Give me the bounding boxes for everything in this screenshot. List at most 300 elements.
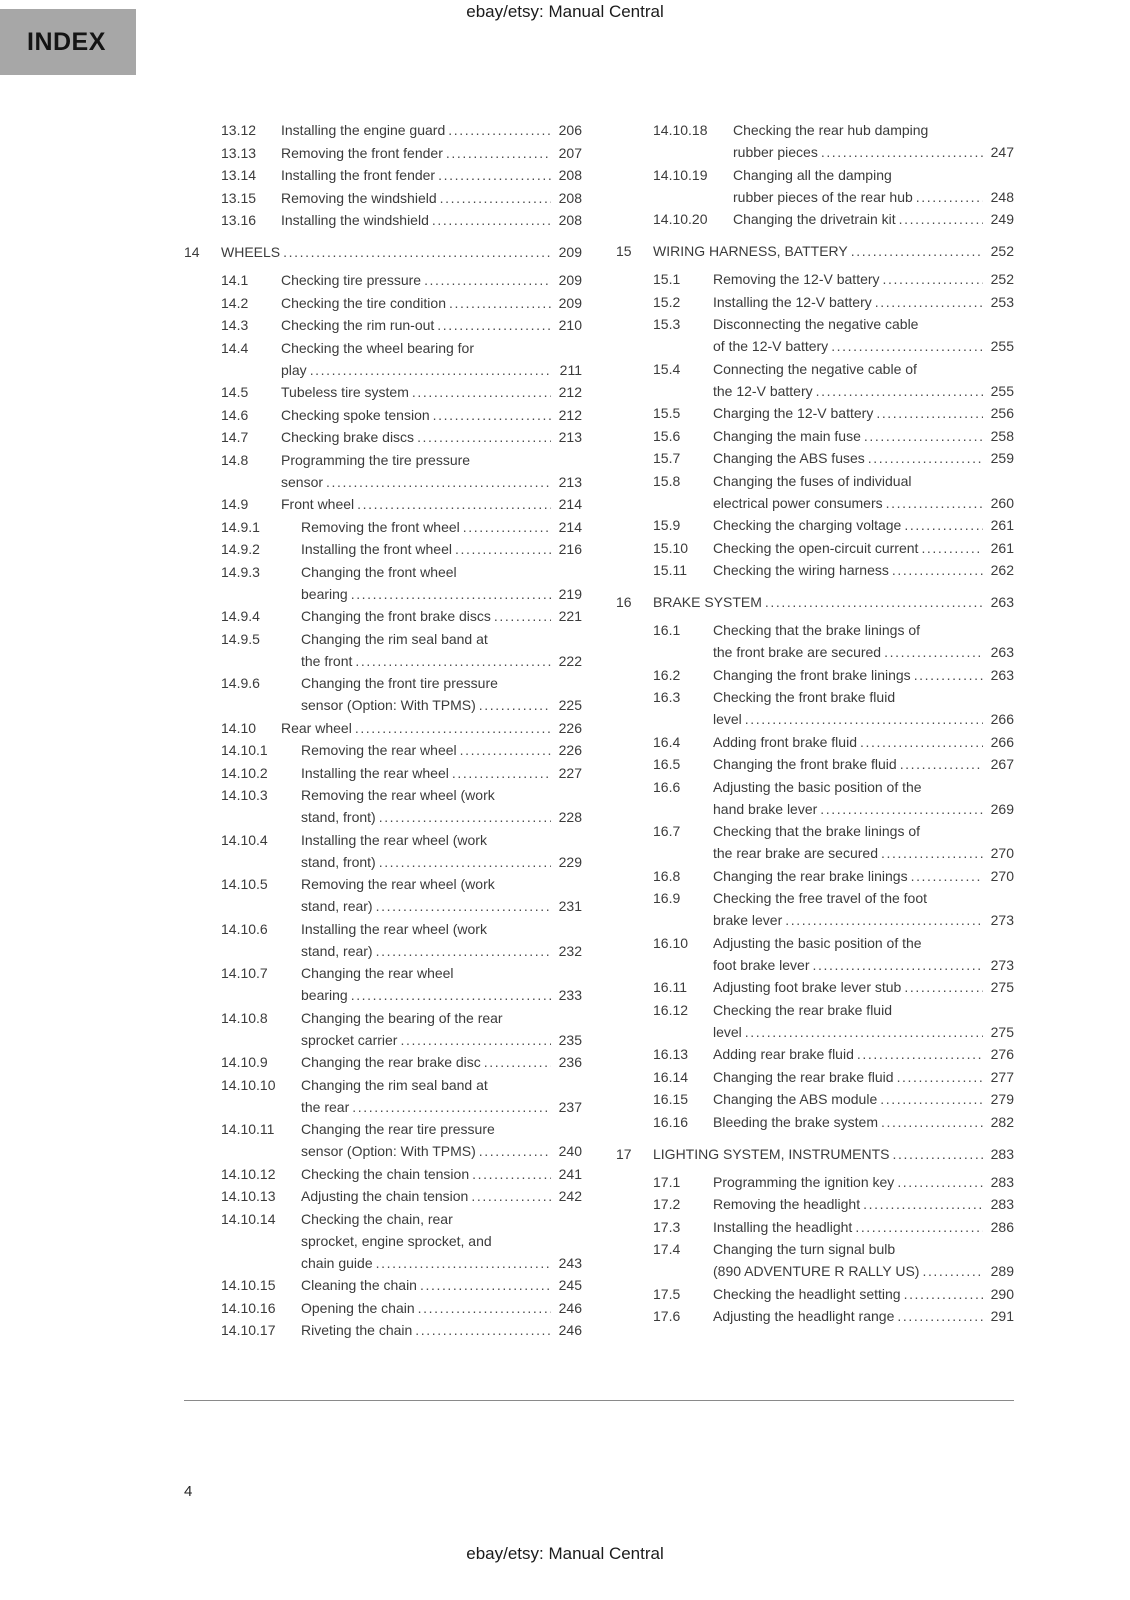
dot-leader (765, 591, 983, 613)
toc-entry-title: Checking the rim run-out (281, 317, 435, 333)
toc-entry-number: 14.1 (221, 272, 249, 288)
toc-entry-body (713, 820, 1014, 864)
toc-entry-title: sensor (281, 473, 324, 490)
toc-page-ref: 266 (990, 733, 1014, 750)
toc-entry-body (713, 358, 1014, 402)
toc-chapter-entry (184, 241, 582, 263)
toc-entry (653, 664, 1014, 686)
toc-entry-last-line (713, 641, 1014, 663)
toc-entry-last-line (301, 1185, 582, 1207)
toc-page-ref: 243 (558, 1254, 582, 1271)
toc-page-ref: 262 (990, 562, 1014, 578)
toc-entry-number: 16.10 (653, 934, 689, 951)
toc-page-ref: 283 (990, 1173, 1014, 1190)
dot-leader (424, 269, 551, 291)
toc-entry (653, 1111, 1014, 1133)
toc-entry-last-line (713, 708, 1014, 730)
page-number: 4 (184, 1483, 193, 1500)
toc-page-ref: 260 (990, 494, 1014, 511)
dot-leader (440, 187, 551, 209)
toc-entry-number: 16.11 (653, 979, 687, 995)
toc-entry (221, 1163, 582, 1185)
toc-entry (221, 717, 582, 739)
toc-entry-body (301, 1319, 582, 1341)
toc-entry-number: 14 (184, 244, 200, 260)
toc-page-ref: 267 (990, 756, 1014, 772)
dot-leader (418, 1297, 551, 1319)
toc-entry (653, 559, 1014, 581)
toc-entry-body (713, 402, 1014, 424)
toc-entry-title: the front (301, 652, 353, 669)
toc-entry-number: 14.10.12 (221, 1165, 276, 1182)
toc-entry-number: 14.10.14 (221, 1210, 276, 1227)
toc-page-ref: 277 (990, 1068, 1014, 1085)
toc-entry-body (281, 426, 582, 448)
toc-entry-body (713, 976, 1014, 998)
toc-entry-body (713, 425, 1014, 447)
dot-leader (412, 381, 551, 403)
toc-entry-body (281, 119, 582, 141)
dot-leader (452, 762, 551, 784)
toc-entry-last-line (281, 119, 582, 141)
dot-leader (352, 1096, 551, 1118)
toc-entry-number: 16.15 (653, 1091, 689, 1107)
toc-entry-body (733, 164, 1014, 208)
toc-entry-body (713, 1043, 1014, 1065)
toc-entry-last-line (713, 753, 1014, 775)
toc-entry (653, 164, 1014, 208)
toc-page-ref: 286 (990, 1218, 1014, 1235)
toc-entry (653, 268, 1014, 290)
toc-entry (221, 1319, 582, 1341)
toc-page-ref: 269 (990, 800, 1014, 817)
toc-page-ref: 283 (990, 1196, 1014, 1212)
toc-page-ref: 246 (558, 1299, 582, 1316)
dot-leader (820, 798, 983, 820)
toc-entry (653, 1043, 1014, 1065)
toc-entry-number: 16.14 (653, 1068, 689, 1085)
toc-entry (221, 918, 582, 962)
toc-entry-last-line (301, 1140, 582, 1162)
toc-entry (221, 1118, 582, 1162)
dot-leader (875, 291, 983, 313)
toc-entry-title: Front wheel (281, 496, 355, 512)
toc-entry (221, 292, 582, 314)
dot-leader (883, 268, 983, 290)
toc-page-ref: 249 (990, 211, 1014, 227)
toc-entry-title: Changing the ABS module (713, 1091, 878, 1107)
dot-leader (855, 1216, 983, 1238)
toc-entry-title-line: Removing the rear wheel (work (301, 876, 495, 892)
dot-leader (438, 164, 551, 186)
toc-page-ref: 232 (558, 942, 582, 959)
toc-entry-last-line (281, 209, 582, 231)
toc-entry-title-line: Checking that the brake linings of (713, 823, 921, 839)
toc-entry-title: Cleaning the chain (301, 1277, 417, 1293)
toc-entry-number: 15.7 (653, 450, 681, 466)
toc-page-ref: 209 (558, 244, 582, 260)
toc-page-ref: 210 (558, 317, 582, 333)
toc-entry-body (281, 717, 582, 739)
toc-entry-last-line (713, 664, 1014, 686)
toc-entry-body (301, 739, 582, 761)
dot-leader (479, 1140, 551, 1162)
toc-entry-number: 14.3 (221, 317, 249, 333)
toc-entry-number: 14.9 (221, 496, 249, 512)
toc-entry-title: Installing the front wheel (301, 541, 452, 557)
toc-entry-number: 16.3 (653, 689, 681, 705)
toc-entry-last-line (713, 731, 1014, 753)
toc-page-ref: 236 (558, 1054, 582, 1070)
toc-entry-title-line: Changing the rear tire pressure (301, 1121, 495, 1137)
toc-entry-last-line (713, 842, 1014, 864)
toc-entry-last-line (713, 492, 1014, 514)
toc-page-ref: 219 (558, 585, 582, 602)
dot-leader (351, 984, 551, 1006)
toc-entry-body (281, 449, 582, 493)
toc-entry-last-line (301, 516, 582, 538)
toc-entry (221, 873, 582, 917)
dot-leader (357, 493, 551, 515)
toc-entry-title: Changing the front brake fluid (713, 756, 897, 772)
toc-entry-last-line (301, 940, 582, 962)
toc-entry-title: the front brake are secured (713, 644, 882, 660)
dot-leader (876, 402, 983, 424)
toc-page-ref: 270 (990, 845, 1014, 861)
toc-page-ref: 256 (990, 405, 1014, 421)
toc-entry (221, 1074, 582, 1118)
toc-entry-number: 14.9.1 (221, 518, 260, 535)
toc-page-ref: 214 (558, 496, 582, 512)
toc-page-ref: 283 (990, 1145, 1014, 1162)
toc-entry-title: Changing the rear brake disc (301, 1054, 481, 1070)
dot-leader (415, 1319, 551, 1341)
toc-entry-last-line (281, 471, 582, 493)
toc-entry-title: brake lever (713, 912, 783, 928)
dot-leader (420, 1274, 551, 1296)
toc-entry-title-line: sprocket, engine sprocket, and (301, 1232, 492, 1249)
dot-leader (400, 1029, 551, 1051)
toc-entry-body (713, 447, 1014, 469)
toc-entry-title: Adding rear brake fluid (713, 1046, 854, 1062)
toc-entry-title: Removing the rear wheel (301, 742, 457, 758)
dot-leader (376, 940, 551, 962)
toc-entry (653, 402, 1014, 424)
toc-entry-last-line (713, 514, 1014, 536)
toc-entry-last-line (713, 268, 1014, 290)
toc-entry-body (301, 1163, 582, 1185)
toc-entry (221, 829, 582, 873)
toc-entry-title-line: Installing the rear wheel (work (301, 920, 487, 937)
toc-entry-body (713, 559, 1014, 581)
toc-entry-title: Installing the windshield (281, 212, 429, 228)
toc-entry-number: 13.15 (221, 189, 257, 206)
toc-entry-title: Programming the ignition key (713, 1173, 895, 1190)
toc-entry-last-line (301, 762, 582, 784)
toc-entry-last-line (301, 1051, 582, 1073)
toc-entry-last-line (301, 538, 582, 560)
toc-entry (653, 1088, 1014, 1110)
toc-entry-title: of the 12-V battery (713, 338, 829, 354)
toc-page-ref: 255 (990, 382, 1014, 399)
toc-entry-number: 14.4 (221, 339, 249, 356)
dot-leader (821, 141, 983, 163)
toc-entry-number: 14.10.7 (221, 965, 268, 981)
toc-entry (653, 865, 1014, 887)
toc-page-ref: 241 (558, 1165, 582, 1182)
toc-entry-number: 14.10.11 (221, 1121, 275, 1137)
toc-entry-body (713, 731, 1014, 753)
toc-entry (221, 962, 582, 1006)
toc-page-ref: 259 (990, 450, 1014, 466)
toc-entry-title-line: Changing the rear wheel (301, 965, 454, 981)
index-label: INDEX (27, 28, 106, 56)
toc-entry (653, 1216, 1014, 1238)
toc-entry-body (281, 269, 582, 291)
toc-page-ref: 275 (990, 1023, 1014, 1040)
toc-entry-body (733, 208, 1014, 230)
toc-entry (221, 1051, 582, 1073)
dot-leader (379, 806, 551, 828)
toc-entry-body (281, 292, 582, 314)
toc-entry-body (713, 887, 1014, 931)
toc-entry (653, 753, 1014, 775)
toc-entry-last-line (281, 404, 582, 426)
toc-entry-number: 14.7 (221, 429, 249, 445)
toc-page-ref: 263 (990, 666, 1014, 683)
toc-entry-title: Adjusting the headlight range (713, 1308, 895, 1324)
toc-entry-body (653, 591, 1014, 613)
toc-page-ref: 273 (990, 956, 1014, 973)
toc-page-ref: 226 (558, 742, 582, 758)
toc-entry-title: BRAKE SYSTEM (653, 594, 762, 610)
toc-page-ref: 221 (558, 608, 582, 624)
toc-entry-number: 14.5 (221, 384, 249, 400)
toc-entry-last-line (281, 359, 582, 381)
toc-entry-last-line (713, 447, 1014, 469)
dot-leader (433, 404, 551, 426)
toc-entry (221, 516, 582, 538)
toc-entry-title: Bleeding the brake system (713, 1113, 878, 1130)
toc-entry-body (301, 762, 582, 784)
toc-entry-body (713, 686, 1014, 730)
toc-page-ref: 209 (558, 272, 582, 288)
toc-entry-number: 15.8 (653, 472, 681, 489)
dot-leader (484, 1051, 551, 1073)
toc-entry-body (713, 776, 1014, 820)
toc-entry-title: Checking tire pressure (281, 272, 422, 288)
toc-entry (221, 404, 582, 426)
toc-entry (653, 1305, 1014, 1327)
toc-entry-title: Adding front brake fluid (713, 733, 857, 750)
toc-page-ref: 253 (990, 293, 1014, 310)
toc-entry-body (301, 1074, 582, 1118)
toc-entry-body (221, 241, 582, 263)
dot-leader (326, 471, 551, 493)
toc-page-ref: 240 (558, 1143, 582, 1159)
toc-entry-title-line: Disconnecting the negative cable (713, 316, 919, 332)
toc-entry-last-line (733, 141, 1014, 163)
toc-entry-title: Adjusting the chain tension (301, 1188, 469, 1204)
toc-entry-number: 14.10.4 (221, 831, 268, 848)
toc-entry (221, 142, 582, 164)
toc-page-ref: 209 (558, 294, 582, 311)
toc-entry-last-line (713, 380, 1014, 402)
dot-leader (463, 516, 551, 538)
toc-entry (221, 784, 582, 828)
toc-page-ref: 279 (990, 1091, 1014, 1107)
toc-entry-last-line (713, 1088, 1014, 1110)
dot-leader (899, 208, 983, 230)
toc-page-ref: 258 (990, 427, 1014, 444)
toc-entry-title-line: Changing the rim seal band at (301, 1076, 488, 1093)
dot-leader (460, 739, 551, 761)
toc-entry (653, 1283, 1014, 1305)
toc-entry-title: play (281, 361, 307, 378)
toc-entry (221, 1274, 582, 1296)
dot-leader (379, 851, 551, 873)
toc-page-ref: 235 (558, 1031, 582, 1048)
toc-entry-number: 16.12 (653, 1001, 689, 1018)
toc-page-ref: 212 (558, 384, 582, 400)
toc-entry-last-line (713, 1111, 1014, 1133)
dot-leader (860, 731, 983, 753)
toc-entry (221, 605, 582, 627)
toc-entry-number: 14.10.5 (221, 876, 268, 892)
toc-entry-last-line (713, 559, 1014, 581)
toc-entry-body (301, 538, 582, 560)
toc-entry-title-line: Adjusting the basic position of the (713, 934, 922, 951)
toc-entry-body (713, 514, 1014, 536)
toc-entry-title: Installing the front fender (281, 167, 436, 183)
toc-entry-title: electrical power consumers (713, 494, 883, 511)
toc-entry (653, 208, 1014, 230)
toc-entry-number: 17.1 (653, 1173, 681, 1190)
toc-entry (221, 493, 582, 515)
toc-entry-title: rubber pieces of the rear hub (733, 188, 913, 205)
dot-leader (376, 1252, 551, 1274)
dot-leader (494, 605, 551, 627)
toc-entry-body (713, 1111, 1014, 1133)
toc-entry-title: Checking brake discs (281, 429, 415, 445)
toc-entry (653, 1066, 1014, 1088)
toc-entry-last-line (713, 954, 1014, 976)
toc-entry-title: Riveting the chain (301, 1322, 413, 1338)
toc-page-ref: 246 (558, 1322, 582, 1338)
toc-chapter-entry (616, 1143, 1014, 1165)
toc-entry-number: 17.3 (653, 1218, 681, 1235)
toc-entry-body (713, 470, 1014, 514)
dot-leader (813, 954, 984, 976)
toc-entry (221, 164, 582, 186)
toc-entry-number: 16.1 (653, 622, 681, 638)
toc-entry-last-line (281, 164, 582, 186)
toc-entry-body (281, 404, 582, 426)
toc-page-ref: 276 (990, 1046, 1014, 1062)
toc-entry-title: Changing the drivetrain kit (733, 211, 896, 227)
toc-entry-title: Tubeless tire system (281, 384, 409, 400)
toc-page-ref: 208 (558, 167, 582, 183)
dot-leader (863, 1193, 983, 1215)
toc-entry (653, 731, 1014, 753)
dot-leader (351, 583, 551, 605)
dot-leader (922, 1260, 983, 1282)
toc-page-ref: 275 (990, 979, 1014, 995)
dot-leader (785, 909, 983, 931)
toc-entry-body (301, 672, 582, 716)
toc-entry-number: 14.10.16 (221, 1299, 276, 1316)
toc-entry-body (301, 918, 582, 962)
toc-entry-last-line (713, 798, 1014, 820)
toc-entry-body (713, 1193, 1014, 1215)
toc-page-ref: 263 (990, 594, 1014, 610)
toc-entry-body (713, 932, 1014, 976)
toc-entry (653, 470, 1014, 514)
toc-entry-title: Checking the chain tension (301, 1165, 470, 1182)
toc-entry (221, 119, 582, 141)
toc-entry (653, 447, 1014, 469)
toc-page-ref: 291 (990, 1308, 1014, 1324)
toc-entry-title: stand, front) (301, 809, 376, 825)
toc-entry (221, 1007, 582, 1051)
toc-entry-body (301, 829, 582, 873)
dot-leader (745, 1021, 983, 1043)
toc-entry-last-line (301, 739, 582, 761)
header-title: ebay/etsy: Manual Central (466, 2, 664, 21)
toc-entry-title: stand, front) (301, 853, 376, 870)
toc-entry (653, 514, 1014, 536)
toc-entry-number: 15.1 (653, 271, 681, 287)
toc-entry-last-line (281, 493, 582, 515)
toc-entry-title: Removing the front wheel (301, 518, 460, 535)
toc-entry-number: 14.10.2 (221, 764, 268, 781)
dot-leader (310, 359, 551, 381)
toc-entry-last-line (281, 381, 582, 403)
toc-page-ref: 255 (990, 338, 1014, 354)
toc-entry-number: 17.5 (653, 1285, 681, 1302)
toc-entry-number: 16.16 (653, 1113, 689, 1130)
dot-leader (479, 694, 551, 716)
toc-entry-title-line: Installing the rear wheel (work (301, 831, 487, 848)
toc-entry-number: 14.9.6 (221, 675, 260, 691)
toc-entry-number: 15.2 (653, 293, 681, 310)
toc-entry (221, 538, 582, 560)
toc-entry-number: 16.13 (653, 1046, 689, 1062)
toc-entry-last-line (301, 694, 582, 716)
toc-entry-body (301, 628, 582, 672)
toc-entry-body (713, 1088, 1014, 1110)
dot-leader (283, 241, 551, 263)
table-of-contents (184, 119, 1014, 1342)
toc-entry-title: Installing the rear wheel (301, 764, 449, 781)
toc-page-ref: 228 (558, 809, 582, 825)
toc-entry-title: Changing the front brake discs (301, 608, 491, 624)
toc-entry (653, 932, 1014, 976)
toc-entry-last-line (301, 1029, 582, 1051)
toc-page-ref: 247 (990, 144, 1014, 160)
dot-leader (448, 119, 551, 141)
toc-entry-last-line (301, 583, 582, 605)
toc-entry-title: Removing the front fender (281, 144, 443, 161)
toc-page-ref: 273 (990, 912, 1014, 928)
toc-entry-number: 16.2 (653, 666, 681, 683)
toc-entry-body (713, 537, 1014, 559)
toc-page-ref: 231 (558, 898, 582, 914)
dot-leader (471, 1185, 551, 1207)
toc-page-ref: 225 (558, 697, 582, 713)
toc-entry-body (281, 164, 582, 186)
toc-page-ref: 290 (990, 1285, 1014, 1302)
